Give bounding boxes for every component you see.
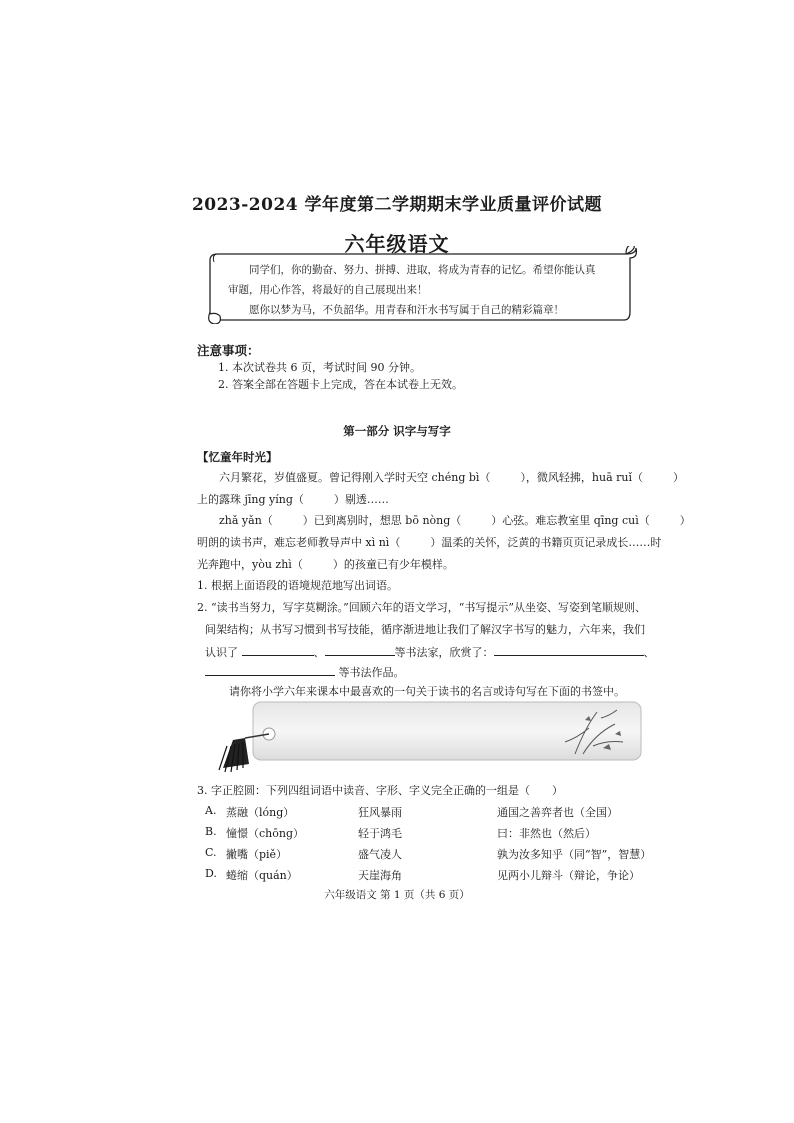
passage-text: 六月繁花，岁值盛夏。曾记得刚入学时天空 chéng bì（ (219, 471, 491, 484)
question-2-text: 、 (643, 646, 655, 659)
option-word-3: 孰为汝多知乎（同“智”，智慧） (497, 848, 652, 861)
question-2-line (205, 663, 405, 680)
option-word-2: 天崖海角 (358, 869, 402, 882)
option-label[interactable]: A. (205, 804, 217, 817)
passage-text: ）的孩童已有少年模样。 (332, 558, 454, 571)
passage-text: ）心弦。难忘教室里 qīng cuì（ (491, 514, 650, 527)
page-footer: 六年级语文 第 1 页（共 6 页） (324, 889, 470, 901)
passage-text: ） (679, 514, 691, 527)
answer-blank-calligrapher-2[interactable] (325, 643, 395, 656)
option-label[interactable]: B. (205, 825, 217, 838)
exam-subject: 六年级语文 (344, 232, 450, 256)
block-title: 【忆童年时光】 (197, 450, 278, 464)
option-word-1: 憧憬（chōng） (226, 827, 304, 840)
option-word-2: 狂风暴雨 (358, 806, 402, 819)
passage-text: 光奔跑中，yòu zhì（ (197, 558, 303, 571)
question-3-stem: 3. 字正腔圆：下列四组词语中读音、字形、字义完全正确的一组是（ ） (197, 784, 563, 797)
question-1: 1. 根据上面语段的语境规范地写出词语。 (197, 579, 398, 592)
option-word-3: 通国之善弈者也（全国） (497, 806, 618, 819)
passage-paragraph-1 (197, 467, 685, 511)
passage-text: ）剔透…… (333, 493, 389, 506)
passage-text: ）已到离别时，想思 bō nòng（ (302, 514, 462, 527)
passage-text: 明朗的读书声，难忘老师教导声中 xì nì（ (197, 536, 401, 549)
question-2-line (205, 643, 655, 660)
intro-scroll-banner (206, 246, 638, 324)
bookmark-instruction: 请你将小学六年来课本中最喜欢的一句关于读书的名言或诗句写在下面的书签中。 (229, 685, 625, 698)
option-word-1: 蒸融（lóng） (226, 806, 295, 819)
passage-text: ），微风轻拂，huā ruǐ（ (520, 471, 644, 484)
question-2-line: 间架结构；从书写习惯到书写技能，循序渐进地让我们了解汉字书写的魅力，六年来，我们 (205, 623, 645, 636)
intro-text (228, 260, 620, 320)
intro-line: 同学们，你的勤奋、努力、拼搏、进取，将成为青春的记忆。希望你能认真 (249, 264, 596, 276)
option-word-2: 盛气凌人 (358, 848, 402, 861)
notice-item: 1. 本次试卷共 6 页，考试时间 90 分钟。 (218, 361, 421, 374)
option-word-3: 见两小儿辩斗（辩论，争论） (497, 869, 640, 882)
answer-blank-work-1[interactable] (494, 643, 644, 656)
answer-blank-work-2[interactable] (205, 663, 335, 676)
bookmark-answer-area[interactable] (205, 698, 643, 778)
option-label[interactable]: C. (205, 846, 217, 859)
option-word-3: 曰：非然也（然后） (497, 827, 596, 840)
option-word-2: 轻于鸿毛 (358, 827, 402, 840)
answer-blank-calligrapher-1[interactable] (242, 643, 314, 656)
notice-title: 注意事项： (197, 343, 260, 358)
passage-paragraph-2 (197, 510, 691, 576)
notice-item: 2. 答案全部在答题卡上完成，答在本试卷上无效。 (218, 378, 463, 391)
passage-text: ）温柔的关怀，泛黄的书籍页页记录成长……时 (430, 536, 662, 549)
passage-text: ） (673, 471, 685, 484)
question-2-text: 等书法作品。 (338, 666, 405, 679)
question-2-text: 等书法家，欣赏了： (394, 646, 494, 659)
passage-text: 上的露珠 jīng yíng（ (197, 493, 304, 506)
intro-line: 愿你以梦为马，不负韶华。用青春和汗水书写属于自己的精彩篇章！ (249, 304, 564, 316)
bookmark-icon (205, 698, 643, 778)
option-label[interactable]: D. (205, 867, 217, 880)
intro-line: 审题，用心作答，将最好的自己展现出来！ (228, 284, 428, 296)
exam-title: 2023-2024 学年度第二学期期末学业质量评价试题 (191, 195, 603, 215)
passage-text: zhǎ yǎn（ (219, 514, 273, 527)
section-title: 第一部分 识字与写字 (343, 424, 451, 438)
question-2-line: 2. “读书当努力，写字莫糊涂。”回顾六年的语文学习，“书写提示”从坐姿、写姿到笔顺规则、 (197, 601, 646, 614)
question-2-text: 认识了 (205, 646, 238, 659)
option-word-1: 蜷缩（quán） (226, 869, 298, 882)
question-2-text: 、 (313, 646, 325, 659)
option-word-1: 撇嘴（piě） (226, 848, 288, 861)
